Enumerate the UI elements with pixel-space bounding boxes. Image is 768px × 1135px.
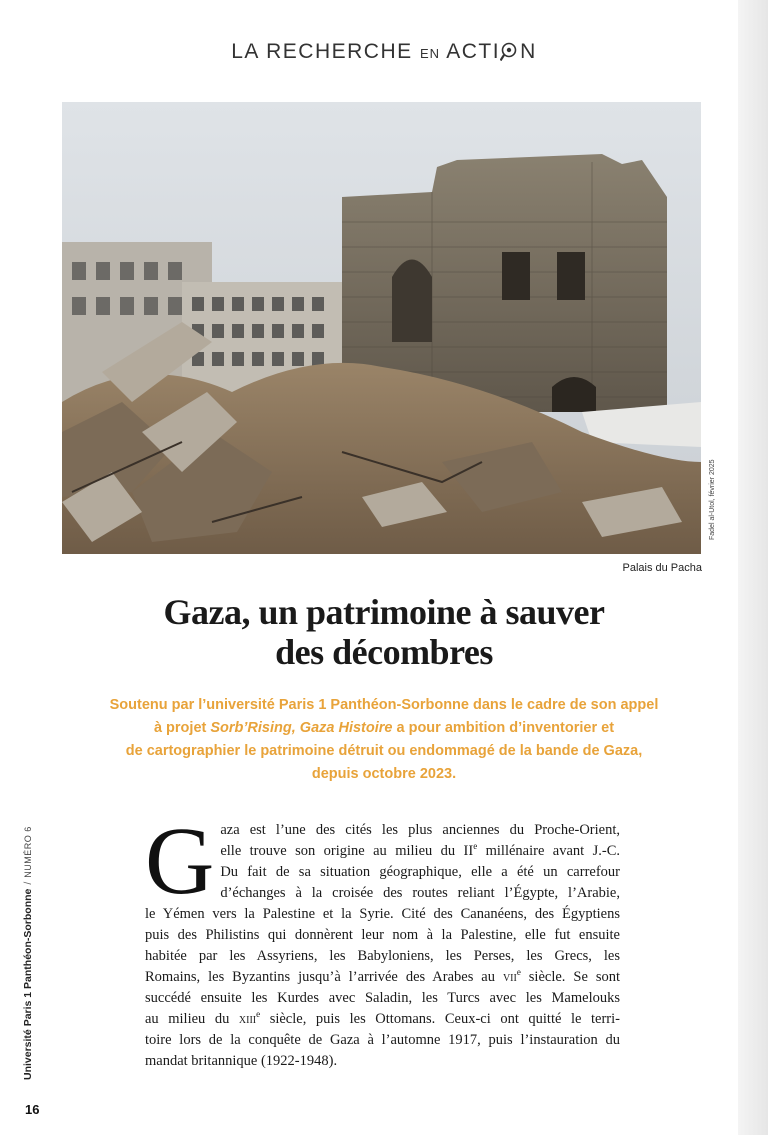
lead-line-3: de cartographier le patrimoine détruit ou endommagé de la bande de Gaza,: [125, 743, 643, 759]
issue-number: NUMÉRO 6: [23, 826, 33, 878]
body-line: aza est l’une des cités les plus anciennes du Proche-Orient,: [220, 822, 620, 838]
page-number: 16: [25, 1102, 40, 1117]
body-line: mandat britannique (1922-1948).: [145, 1053, 338, 1069]
header-part2: EN: [419, 46, 441, 61]
body-line: puis des Philistins qui donnèrent leur nom à la Palestine, elle fut ensuite: [145, 927, 620, 943]
body-line: habitée par les Assyriens, les Babyloniens, les Perses, les Grecs, les: [145, 948, 620, 964]
lead-line-2-pre: à projet: [153, 720, 211, 736]
sidebar-separator: /: [22, 881, 34, 885]
photo-caption: Palais du Pacha: [622, 562, 702, 574]
drop-cap: G: [145, 807, 215, 914]
section-header: [0, 40, 768, 64]
page-edge-shadow: [738, 0, 768, 1135]
lead-line-1: Soutenu par l’université Paris 1 Panthéon-Sorbonne dans le cadre de son appel: [109, 697, 659, 713]
header-part4: N: [520, 40, 537, 63]
body-line: au milieu du xiii$^e$ siècle, puis les Ottomans. Ceux-ci ont quitté le terri-: [145, 1009, 620, 1027]
article-body: [145, 807, 620, 1072]
body-line: Romains, les Byzantins jusqu’à l’arrivée des Arabes au vii$^e$ siècle. Se sont: [145, 967, 620, 985]
lead-line-2-project: Sorb’Rising, Gaza Histoire: [210, 720, 393, 736]
title-line-2: des décombres: [275, 632, 493, 672]
title-line-1: Gaza, un patrimoine à sauver: [163, 592, 605, 632]
body-line: Du fait de sa situation géographique, elle a été un carrefour: [220, 864, 620, 880]
palace-photo: [62, 102, 701, 554]
body-line: le Yémen vers la Palestine et la Syrie. Cité des Cananéens, des Égyptiens: [145, 906, 620, 922]
body-line: d’échanges à la croisée des routes reliant l’Égypte, l’Arabie,: [220, 885, 620, 901]
body-line: toire lors de la conquête de Gaza à l’automne 1917, puis l’instauration du: [145, 1032, 620, 1048]
header-part3: ACTI: [446, 40, 501, 63]
lead-line-2: [62, 717, 706, 740]
university-name: Université Paris 1 Panthéon-Sorbonne: [22, 888, 34, 1080]
article-title: [0, 592, 768, 672]
publication-sidebar: [22, 826, 34, 1080]
lead-line-2-post: a pour ambition d’inventorier et: [392, 720, 615, 736]
article-lead: [62, 694, 706, 786]
header-part1: LA RECHERCHE: [231, 40, 413, 63]
body-line: elle trouve son origine au milieu du IIe millénaire avant J.-C.: [220, 841, 620, 859]
photo-credit: Fadel al-Utol, février 2025: [709, 459, 716, 540]
magnifier-icon: [500, 41, 520, 61]
lead-line-4: depuis octobre 2023.: [311, 766, 457, 782]
body-line: succédé ensuite les Kurdes avec Saladin, les Turcs avec les Mamelouks: [145, 990, 620, 1006]
